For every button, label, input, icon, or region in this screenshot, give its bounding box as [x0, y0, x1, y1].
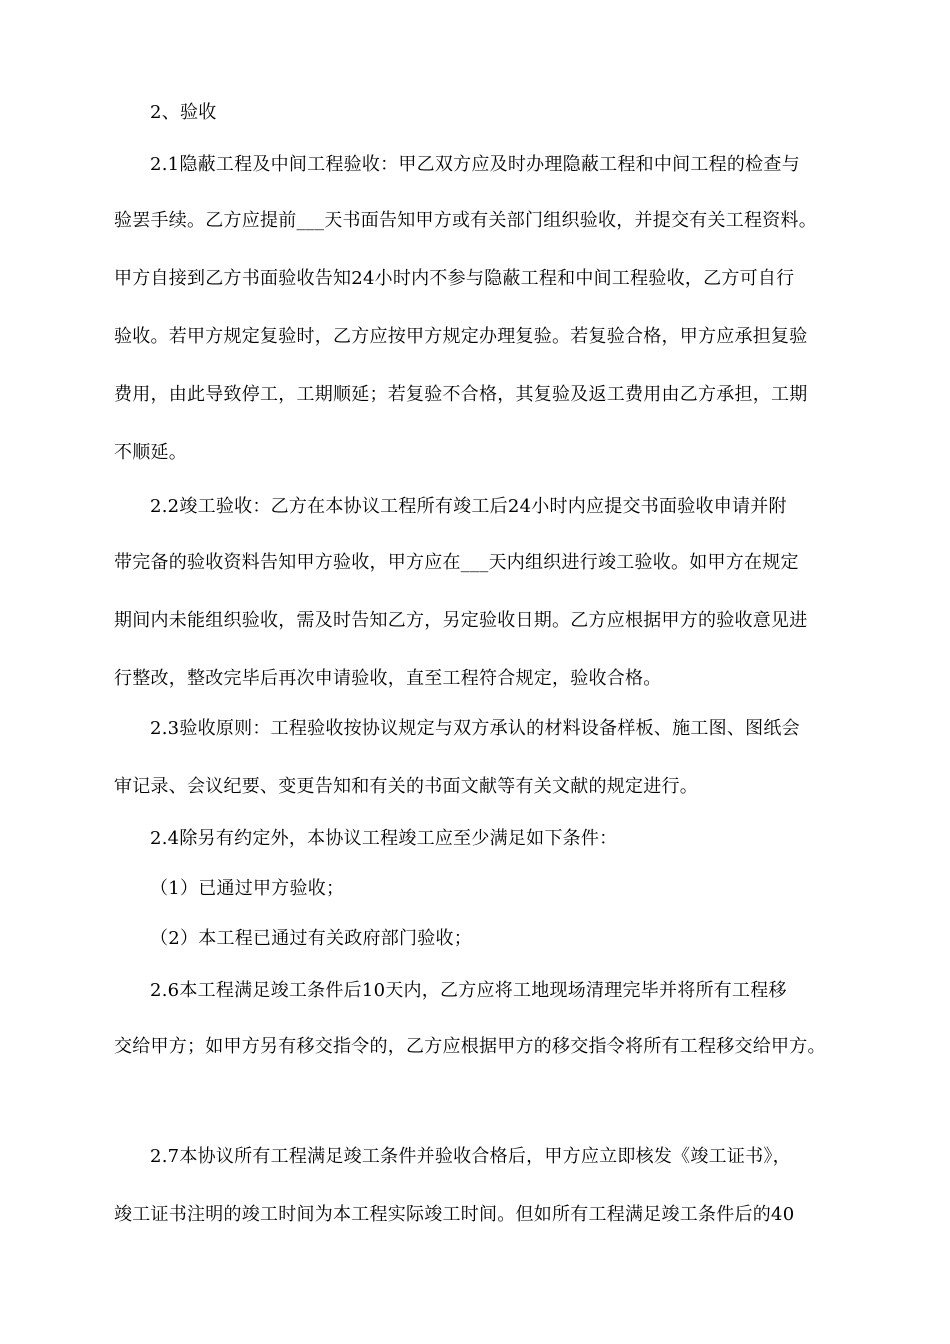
paragraph-line: 费用，由此导致停工，工期顺延；若复验不合格，其复验及返工费用由乙方承担，工期: [114, 384, 808, 405]
paragraph-line: 审记录、会议纪要、变更告知和有关的书面文献等有关文献的规定进行。: [114, 776, 698, 797]
paragraph-line: 期间内未能组织验收，需及时告知乙方，另定验收日期。乙方应根据甲方的验收意见进: [114, 610, 808, 631]
paragraph-line: 不顺延。: [114, 442, 187, 463]
list-item: （2）本工程已通过有关政府部门验收；: [150, 928, 472, 949]
paragraph-line: 2.6本工程满足竣工条件后10天内，乙方应将工地现场清理完毕并将所有工程移: [150, 980, 787, 1001]
paragraph-line: 竣工证书注明的竣工时间为本工程实际竣工时间。但如所有工程满足竣工条件后的40: [114, 1204, 795, 1225]
paragraph-line: 验罢手续。乙方应提前___天书面告知甲方或有关部门组织验收，并提交有关工程资料。: [114, 210, 817, 231]
paragraph-line: 2.3验收原则：工程验收按协议规定与双方承认的材料设备样板、施工图、图纸会: [150, 718, 800, 739]
paragraph-line: 行整改，整改完毕后再次申请验收，直至工程符合规定，验收合格。: [114, 668, 662, 689]
paragraph-line: 验收。若甲方规定复验时，乙方应按甲方规定办理复验。若复验合格，甲方应承担复验: [114, 326, 808, 347]
paragraph-line: 带完备的验收资料告知甲方验收，甲方应在___天内组织进行竣工验收。如甲方在规定: [114, 552, 799, 573]
paragraph-line: 2.4除另有约定外，本协议工程竣工应至少满足如下条件：: [150, 828, 618, 849]
paragraph-line: 交给甲方；如甲方另有移交指令的，乙方应根据甲方的移交指令将所有工程移交给甲方。: [114, 1036, 826, 1057]
list-item: （1）已通过甲方验收；: [150, 878, 345, 899]
paragraph-line: 2.2竣工验收：乙方在本协议工程所有竣工后24小时内应提交书面验收申请并附: [150, 496, 787, 517]
paragraph-line: 2.7本协议所有工程满足竣工条件并验收合格后，甲方应立即核发《竣工证书》，: [150, 1146, 791, 1167]
paragraph-line: 2.1隐蔽工程及中间工程验收：甲乙双方应及时办理隐蔽工程和中间工程的检查与: [150, 154, 800, 175]
section-heading: 2、验收: [150, 102, 217, 123]
paragraph-line: 甲方自接到乙方书面验收告知24小时内不参与隐蔽工程和中间工程验收，乙方可自行: [114, 268, 795, 289]
